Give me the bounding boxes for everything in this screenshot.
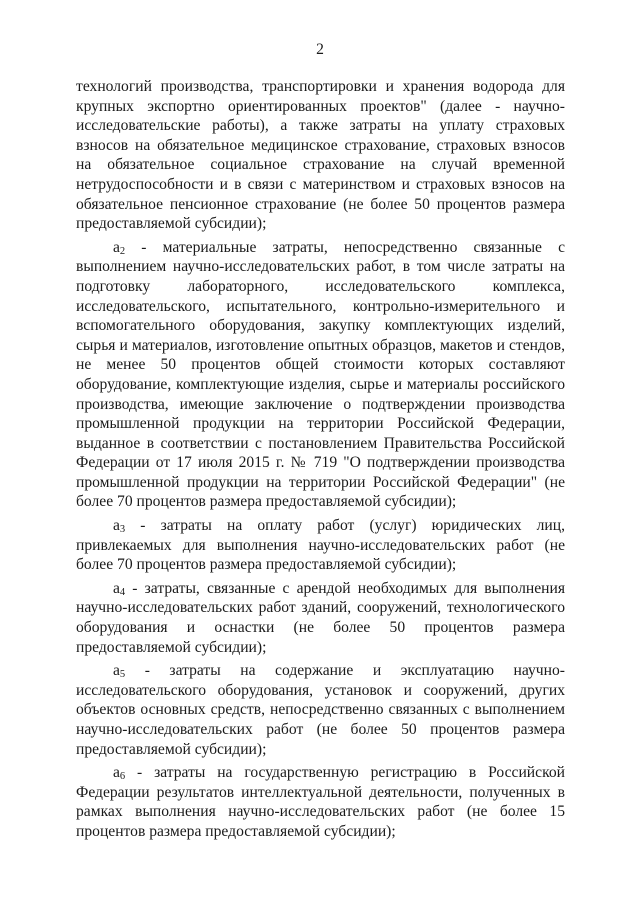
item-subscript: 4 <box>119 586 126 598</box>
paragraph-text: - затраты, связанные с арендой необходимых для выполнения научно-исследовательских работ зданий, сооружений, технологического оборудования и оснастки (не более 50 процентов размера предоставляемой субсидии); <box>76 579 565 656</box>
paragraph-text: - затраты на оплату работ (услуг) юридических лиц, привлекаемых для выполнения научно-исследовательских работ (не более 70 процентов размера предоставляемой субсидии); <box>76 517 565 574</box>
item-letter: a <box>113 579 120 597</box>
paragraph-text: технологий производства, транспортировки и хранения водорода для крупных экспортно ориентированных проектов" (далее - научно-исследовательские работы), а также затраты на уплату страховых взносов на обязательное медицинское страхование, страховых взносов на обязательное социальное страхование на случай временной нетрудоспособности и в связи с материнством и страховых взносов на обязательное пенсионное страхование (не более 50 процентов размера предоставляемой субсидии); <box>76 78 565 233</box>
item-subscript: 5 <box>119 669 126 681</box>
item-letter: a <box>113 764 120 782</box>
paragraph-continuation <box>76 77 565 234</box>
item-letter: a <box>113 517 120 535</box>
document-body <box>76 77 565 846</box>
paragraph-a3 <box>76 516 565 575</box>
paragraph-a4 <box>76 579 565 657</box>
item-subscript: 6 <box>119 771 126 783</box>
paragraph-text: - затраты на государственную регистрацию в Российской Федерации результатов интеллектуальной деятельности, полученных в рамках выполнения научно-исследовательских работ (не более 15 процентов размера предоставляемой субсидии); <box>76 764 565 840</box>
item-subscript: 2 <box>119 245 126 257</box>
paragraph-text: - затраты на содержание и эксплуатацию научно-исследовательского оборудования, установок и сооружений, других объектов основных средств, непосредственно связанных с выполнением научно-исследовательских работ (не более 50 процентов размера предоставляемой субсидии); <box>76 662 565 758</box>
paragraph-a6 <box>76 763 565 841</box>
paragraph-text: - материальные затраты, непосредственно связанные с выполнением научно-исследовательских работ, в том числе затраты на подготовку лабораторного, исследовательского комплекса, исследовательского, испытательного, контрольно-измерительного и вспомогательного оборудования, закупку комплектующих изделий, сырья и материалов, изготовление опытных образцов, макетов и стендов, не менее 50 процентов общей стоимости которых составляют оборудование, комплектующие изделия, сырье и материалы российского производства, имеющие заключение о подтверждении производства промышленной продукции на территории Российской Федерации, выданное в соответствии с постановлением Правительства Российской Федерации от 17 июля 2015 г. № 719 "О подтверждении производства промышленной продукции на территории Российской Федерации" (не более 70 процентов размера предоставляемой субсидии); <box>76 238 565 511</box>
page-number: 2 <box>316 41 324 58</box>
paragraph-a5 <box>76 661 565 759</box>
paragraph-a2 <box>76 238 565 512</box>
item-letter: a <box>113 238 120 256</box>
item-subscript: 3 <box>119 524 126 536</box>
item-letter: a <box>113 662 120 680</box>
